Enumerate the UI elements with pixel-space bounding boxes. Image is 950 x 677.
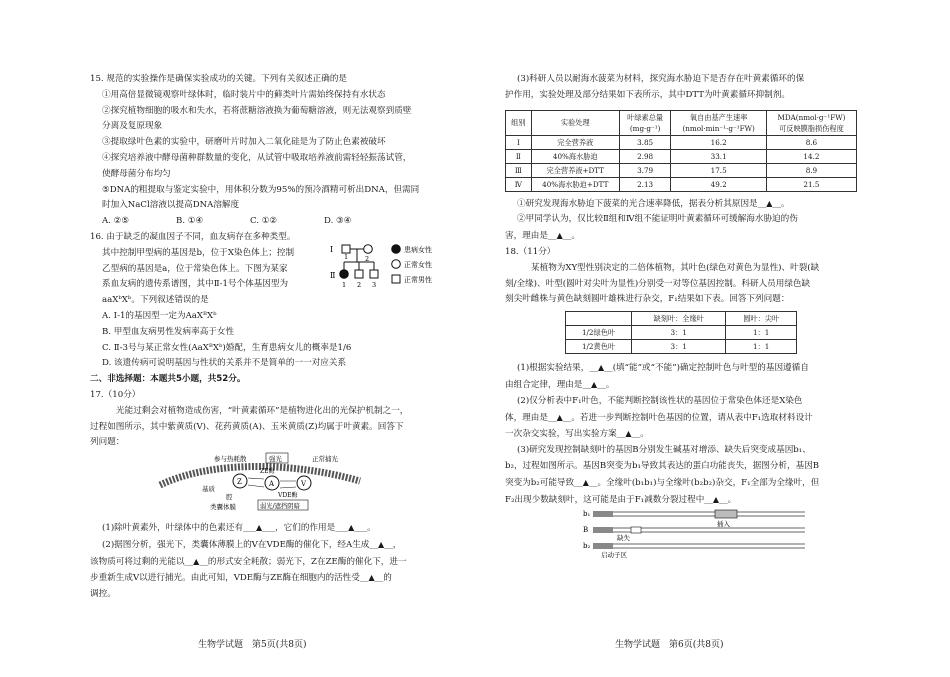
q15-item1: ①用高倍显微镜观察叶绿体时，临时装片中的藓类叶片需始终保持有水状态 — [102, 89, 386, 100]
q18-s3e: F₂出现少数缺刻叶，这可能是由于F₁减数分裂过程中__▲__。 — [505, 494, 737, 505]
q16-block — [90, 230, 445, 372]
table-header: MDA(nmol·g⁻¹FW) 可反映膜脂损伤程度 — [766, 110, 856, 135]
gen-1-label: Ⅰ — [330, 244, 334, 254]
table-row: 1/2绿色叶 3：1 1：1 — [566, 326, 797, 340]
insertion-label: 插入 — [717, 520, 730, 529]
legend-normal-male: 正常男性 — [404, 275, 432, 284]
insertion-block — [715, 510, 737, 518]
answer-blank-marker: ▲ — [255, 522, 263, 532]
q15-option-b: B. ①④ — [176, 216, 204, 227]
ze-enzyme-label: ZE酶 — [260, 468, 275, 476]
q16-line3: 系血友病的遗传系谱图，其中Ⅱ-1号个体基因型为 — [102, 279, 289, 290]
table-row: Ⅱ 40%海水胁迫 2.98 33.1 14.2 — [506, 149, 857, 163]
q17-3-a1: ①研究发现海水胁迫下菠菜的光合速率降低，据表分析其原因是__▲__。 — [517, 198, 790, 209]
table-header: 叶绿素总量 (mg·g⁻¹) — [619, 110, 671, 135]
membrane-label: 类囊体膜 — [210, 503, 236, 512]
gen2-num-2: 2 — [357, 280, 362, 289]
q16-line4: aaXᵇXᵇ。下列叙述错误的是 — [102, 295, 209, 306]
legend-normal-male-icon — [392, 275, 400, 283]
gen2-num-3: 3 — [372, 280, 377, 289]
b1-promoter — [593, 511, 613, 517]
weak-light-label: 弱光/遮挡阴暗 — [260, 503, 300, 511]
z-label: Z — [237, 478, 242, 487]
legend-affected-female-icon — [392, 245, 401, 254]
gen2-male-2 — [355, 270, 363, 278]
footer-page-6: 生物学试题 第6页(共8页) — [615, 640, 724, 650]
q16-line2: 乙型病的基因是a，位于常染色体上。下图为某家 — [102, 263, 288, 274]
q17-p1: 光能过剩会对植物造成伤害，“叶黄素循环”是植物进化出的光保护机制之一， — [116, 405, 409, 416]
q18-s3: (3)研究发现控制缺刻叶的基因B分别发生碱基对增添、缺失后突变成基因b₁、 — [517, 445, 811, 456]
promoter-label: 启动子区 — [601, 551, 627, 559]
q18-s3b: b₂，过程如图所示。基因B突变为b₁导致其表达的蛋白功能丧失，据图分析，基因B — [505, 460, 820, 471]
q17-s2d: 步重新生成V以进行捕光。由此可知，VDE酶与ZE酶在细胞内的活性受__▲__的 — [90, 573, 392, 584]
a-label: A — [269, 480, 275, 489]
right-column — [505, 72, 867, 565]
gen2-male-3 — [370, 270, 378, 278]
normal-harvest-label: 正常捕光 — [312, 455, 338, 464]
heat-dissipation-label: 参与热耗散 — [214, 455, 247, 464]
footer-page-5: 生物学试题 第5页(共8页) — [198, 640, 307, 650]
q18-p1: 某植物为XY型性别决定的二倍体植物，其叶色(绿色对黄色为显性)、叶裂(缺 — [531, 262, 820, 273]
q15-item2b: 分离及复原现象 — [102, 121, 163, 132]
q17-head: 17.（10分） — [90, 389, 141, 400]
q15-item4a: ④探究培养液中酵母菌种群数量的变化，从试管中吸取培养液前需轻轻振荡试管， — [102, 152, 412, 163]
q18-s1c: 由组合定律，理由是__▲__。 — [505, 379, 615, 390]
gen1-female-2 — [364, 245, 373, 254]
q17-s1: (1)除叶黄素外，叶绿体中的色素还有___▲___，它们的作用是___▲___。 — [90, 520, 445, 537]
q16-option-c: C. Ⅱ-3号与某正常女性(AaXᴮXᵇ)婚配，生育患病女儿的概率是1/6 — [102, 342, 352, 353]
f1-results-table — [565, 311, 797, 354]
q18-p2: 刻/全缘)、叶型(圆叶对尖叶为显性)分别受一对等位基因控制。科研人员用绿色缺 — [505, 278, 811, 289]
q17-s2f: 调控。 — [90, 589, 116, 600]
q18-s2b: 体，理由是__▲__。若进一步判断控制叶色基因的位置，请从表中F₁选取材料设计 — [505, 412, 813, 423]
deletion-block — [631, 527, 641, 533]
q17-p2: 过程如图所示，其中紫黄质(V)、花药黄质(A)、玉米黄质(Z)均属于叶黄素。回答下 — [90, 421, 404, 432]
gen-2-label: Ⅱ — [330, 270, 336, 280]
q16-stem: 16. 由于缺乏的凝血因子不同，血友病存在多种类型。 — [90, 231, 296, 242]
q18-head: 18.（11分） — [505, 246, 556, 257]
left-column — [90, 72, 445, 603]
table-header: 组别 — [506, 110, 532, 135]
q17-s2: (2)据图分析，强光下，类囊体薄膜上的V在VDE酶的催化下，经A生成__▲__， — [102, 539, 402, 550]
section-2-heading: 二、非选择题：本题共5小题，共52分。 — [90, 374, 246, 385]
b-label: B — [583, 526, 589, 535]
q15-item4b: 使酵母菌分布均匀 — [102, 168, 171, 179]
pedigree-chart — [328, 242, 448, 294]
q15-item5b: 时加入NaCl溶液以提高DNA溶解度 — [102, 200, 240, 211]
q15-option-d: D. ③④ — [324, 216, 352, 227]
table-header: 实验处理 — [531, 110, 619, 135]
legend-normal-female-icon — [392, 260, 401, 269]
table-row: 1/2黄色叶 3：1 1：1 — [566, 340, 797, 354]
table-row: Ⅲ 完全营养液+DTT 3.79 17.5 8.9 — [506, 163, 857, 177]
q15-item2a: ②探究植物细胞的吸水和失水，若将蔗糖溶液换为葡萄糖溶液，则无法观察到质壁 — [102, 105, 412, 116]
q18-p3: 刻尖叶雌株与黄色缺刻圆叶雄株进行杂交，F₁结果如下表。回答下列问题： — [505, 294, 790, 305]
table-row: Ⅰ 完全营养液 3.85 16.2 8.6 — [506, 135, 857, 149]
strong-light-label: 强光 — [269, 455, 282, 464]
q16-option-a: A. Ⅰ-1的基因型一定为AaXᴮXᵇ — [102, 310, 217, 321]
v-label: V — [301, 480, 307, 489]
gene-mutation-diagram — [505, 508, 867, 558]
deletion-label: 缺失 — [617, 534, 630, 543]
q16-line1: 其中控制甲型病的基因是b，位于X染色体上；控制 — [102, 247, 295, 258]
q15-stem: 15. 规范的实验操作是确保实验成功的关键。下列有关叙述正确的是 — [90, 74, 348, 84]
table-header-row: 缺刻叶：全缘叶 圆叶：尖叶 — [566, 312, 797, 326]
gen2-num-1: 1 — [342, 280, 347, 289]
table-header-row — [506, 110, 857, 135]
q15-item5a: ⑤DNA的粗提取与鉴定实验中，用体积分数为95%的预冷酒精可析出DNA，但需同 — [102, 184, 420, 195]
q17-3-a2: ②甲同学认为，仅比较Ⅱ组和Ⅳ组不能证明叶黄素循环可缓解海水胁迫的伤 — [517, 214, 798, 225]
q17-s2b: 该物质可将过剩的光能以__▲__的形式安全耗散；弱光下，Z在ZE酶的催化下，进一 — [90, 556, 407, 567]
stroma-label: 基质 — [202, 485, 215, 494]
gen1-num-2: 2 — [365, 254, 370, 263]
q18-s1: (1)根据实验结果，__▲__(填“能”或“不能”)确定控制叶色与叶型的基因遵循自 — [517, 363, 809, 374]
legend-affected-female: 患病女性 — [404, 245, 432, 254]
gen1-male-1 — [342, 245, 350, 253]
spinach-results-table — [505, 110, 857, 192]
q15-option-a: A. ②⑤ — [102, 216, 130, 227]
b-promoter — [593, 527, 613, 533]
gen2-affected-female-1 — [340, 270, 349, 279]
vde-enzyme-label: VDE酶 — [278, 492, 298, 500]
q17-p3: 列问题： — [90, 437, 125, 448]
table-row: Ⅳ 40%海水胁迫+DTT 2.13 49.2 21.5 — [506, 177, 857, 191]
q16-option-d: D. 该遗传病可说明基因与性状的关系并不是简单的一一对应关系 — [102, 358, 347, 369]
q16-option-b: B. 甲型血友病男性发病率高于女性 — [102, 326, 235, 337]
q15-item3: ③提取绿叶色素的实验中，研磨叶片时加入二氧化硅是为了防止色素被破坏 — [102, 137, 386, 148]
q18-s2: (2)仅分析表中F₁叶色，不能判断控制该性状的基因位于常染色体还是X染色 — [517, 395, 803, 406]
b1-label: b₁ — [583, 510, 591, 519]
lumen-label: 腔 — [226, 493, 233, 502]
q18-s2d: 一次杂交实验，写出实验方案__▲__。 — [505, 429, 649, 440]
gen1-num-1: 1 — [344, 252, 349, 261]
q18-s3c: 突变为b₂可能导致__▲__。全缘叶(b₁b₁)与全缘叶(b₂b₂)杂交，F₁全部为全缘叶，但 — [505, 477, 820, 488]
b2-promoter — [593, 543, 613, 549]
xanthophyll-cycle-diagram — [90, 451, 445, 513]
q17-3-line1: (3)科研人员以耐海水菠菜为材料，探究海水胁迫下是否存在叶黄素循环的保 — [517, 74, 805, 84]
q15-option-c: C. ①② — [250, 216, 278, 227]
q17-3-a2b: 害，理由是__▲__。 — [505, 231, 580, 242]
b2-label: b₂ — [583, 542, 591, 551]
q17-3-line2: 护作用，实验处理及部分结果如下表所示，其中DTT为叶黄素循环抑制剂。 — [505, 89, 790, 100]
legend-normal-female: 正常女性 — [404, 260, 432, 269]
q15-options — [90, 214, 445, 230]
table-header: 氧自由基产生速率 (nmol·min⁻¹·g⁻¹FW) — [671, 110, 766, 135]
